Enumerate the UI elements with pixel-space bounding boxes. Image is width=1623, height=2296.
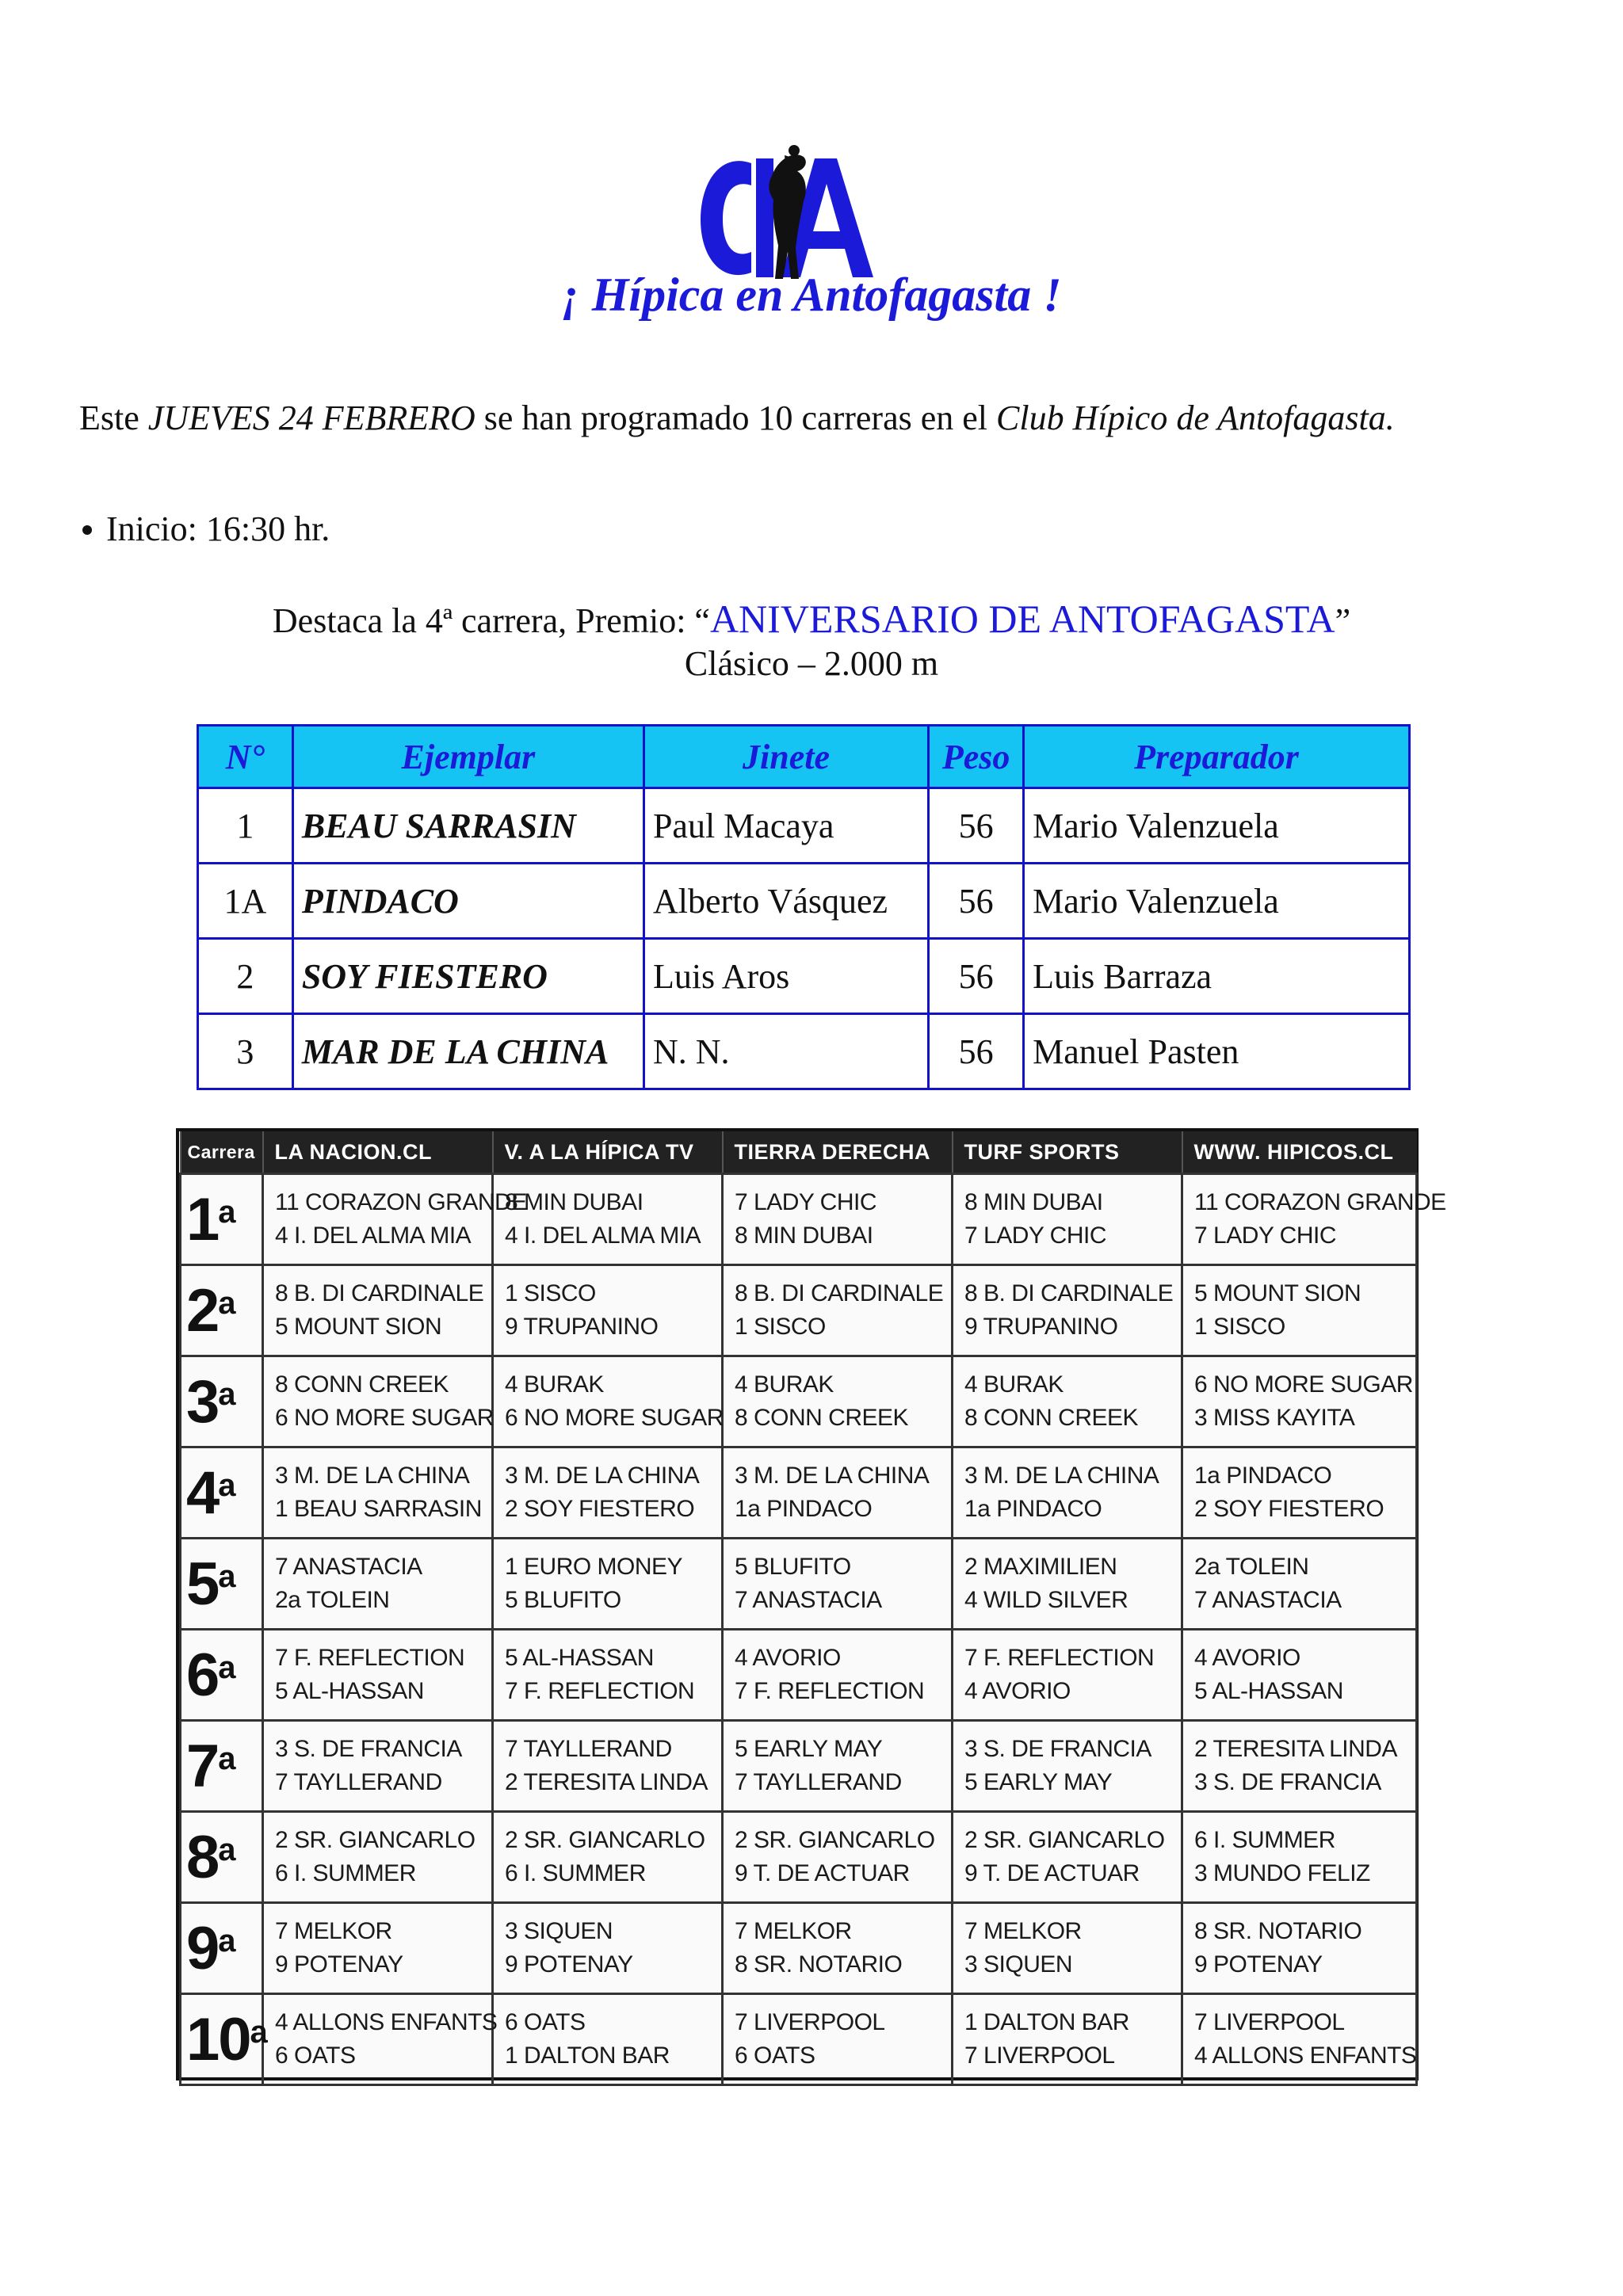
table-row — [198, 864, 1410, 939]
first-pick: 5 EARLY MAY — [735, 1736, 883, 1762]
second-pick: 5 AL-HASSAN — [275, 1678, 424, 1704]
first-pick: 8 MIN DUBAI — [964, 1189, 1103, 1215]
first-pick: 7 LIVERPOOL — [1194, 2009, 1345, 2035]
pick-cell-source-4 — [953, 1630, 1182, 1721]
pick-cell-source-3 — [723, 1447, 953, 1539]
second-pick: 5 BLUFITO — [505, 1587, 621, 1613]
second-pick: 3 MISS KAYITA — [1194, 1405, 1355, 1431]
header-num: N° — [198, 726, 293, 788]
pick-cell-source-4 — [953, 1356, 1182, 1447]
second-pick: 5 AL-HASSAN — [1194, 1678, 1343, 1704]
header-jockey: Jinete — [643, 726, 928, 788]
second-pick: 1 BEAU SARRASIN — [275, 1496, 482, 1522]
first-pick: 6 NO MORE SUGAR — [1194, 1371, 1413, 1398]
pick-cell-source-5 — [1182, 1903, 1417, 1994]
race-number-ordinal: a — [218, 1376, 235, 1412]
first-pick: 3 M. DE LA CHINA — [964, 1463, 1159, 1489]
race-number-ordinal: a — [218, 1467, 235, 1503]
cell-horse: MAR DE LA CHINA — [292, 1014, 643, 1089]
second-pick: 7 TAYLLERAND — [275, 1769, 442, 1795]
second-pick: 7 F. REFLECTION — [735, 1678, 925, 1704]
pick-cell-source-1 — [263, 1903, 493, 1994]
cell-horse: BEAU SARRASIN — [292, 788, 643, 864]
race-number-ordinal: a — [250, 2014, 266, 2050]
second-pick: 4 AVORIO — [964, 1678, 1071, 1704]
feature-clasico: Clásico – 2.000 m — [684, 644, 939, 683]
race-number — [181, 1265, 263, 1356]
pick-cell-source-5 — [1182, 1994, 1417, 2085]
pick-cell-source-5 — [1182, 1447, 1417, 1539]
table-row — [181, 1812, 1417, 1903]
race-number — [181, 1812, 263, 1903]
pick-cell-source-3 — [723, 1174, 953, 1265]
race-number-value: 1 — [186, 1185, 219, 1253]
pick-cell-source-3 — [723, 1903, 953, 1994]
cell-jockey: Paul Macaya — [643, 788, 928, 864]
table-row — [198, 788, 1410, 864]
pick-cell-source-1 — [263, 1265, 493, 1356]
pick-cell-source-1 — [263, 1994, 498, 2085]
first-pick: 3 M. DE LA CHINA — [505, 1463, 700, 1489]
predictions-grid — [176, 1128, 1446, 2081]
first-pick: 8 SR. NOTARIO — [1194, 1918, 1362, 1944]
pick-cell-source-2 — [493, 1630, 723, 1721]
second-pick: 6 I. SUMMER — [505, 1860, 646, 1886]
pick-cell-source-4 — [953, 1539, 1182, 1630]
race-number — [181, 1903, 263, 1994]
first-pick: 1 EURO MONEY — [505, 1554, 683, 1580]
race-number — [181, 1994, 266, 2085]
first-pick: 7 LIVERPOOL — [735, 2009, 885, 2035]
first-pick: 7 ANASTACIA — [275, 1554, 422, 1580]
first-pick: 8 CONN CREEK — [275, 1371, 449, 1398]
second-pick: 9 POTENAY — [1194, 1951, 1323, 1978]
pick-cell-source-3 — [723, 1265, 953, 1356]
pick-cell-source-5 — [1182, 1356, 1417, 1447]
table-row — [181, 1356, 1417, 1447]
table-row — [181, 1994, 1417, 2085]
second-pick: 9 T. DE ACTUAR — [735, 1860, 910, 1886]
first-pick: 7 TAYLLERAND — [505, 1736, 672, 1762]
second-pick: 8 CONN CREEK — [964, 1405, 1139, 1431]
second-pick: 9 POTENAY — [505, 1951, 633, 1978]
pick-cell-source-1 — [263, 1721, 493, 1812]
race-number — [181, 1356, 263, 1447]
table-row — [181, 1265, 1417, 1356]
second-pick: 7 ANASTACIA — [1194, 1587, 1342, 1613]
second-pick: 2 SOY FIESTERO — [505, 1496, 695, 1522]
second-pick: 8 CONN CREEK — [735, 1405, 909, 1431]
pick-cell-source-4 — [953, 1447, 1182, 1539]
header-source-3: TIERRA DERECHA — [723, 1131, 953, 1174]
race-number-value: 7 — [186, 1732, 219, 1800]
first-pick: 3 M. DE LA CHINA — [275, 1463, 470, 1489]
header-source-5: WWW. HIPICOS.CL — [1182, 1131, 1417, 1174]
pick-cell-source-4 — [953, 1174, 1182, 1265]
featured-table-header — [198, 726, 1410, 788]
first-pick: 7 LADY CHIC — [735, 1189, 877, 1215]
race-number-value: 10 — [186, 2005, 250, 2073]
second-pick: 7 LIVERPOOL — [964, 2042, 1115, 2069]
second-pick: 3 SIQUEN — [964, 1951, 1073, 1978]
pick-cell-source-2 — [493, 1903, 723, 1994]
cell-num: 3 — [198, 1014, 293, 1089]
second-pick: 9 TRUPANINO — [964, 1314, 1118, 1340]
first-pick: 8 MIN DUBAI — [505, 1189, 643, 1215]
second-pick: 9 T. DE ACTUAR — [964, 1860, 1140, 1886]
pick-cell-source-3 — [723, 1356, 953, 1447]
pick-cell-source-5 — [1182, 1721, 1417, 1812]
second-pick: 7 ANASTACIA — [735, 1587, 882, 1613]
second-pick: 4 ALLONS ENFANTS — [1194, 2042, 1417, 2069]
first-pick: 2 SR. GIANCARLO — [275, 1827, 475, 1853]
first-pick: 2 SR. GIANCARLO — [964, 1827, 1165, 1853]
first-pick: 6 OATS — [505, 2009, 586, 2035]
pick-cell-source-3 — [723, 1812, 953, 1903]
pick-cell-source-4 — [953, 1812, 1182, 1903]
race-number-value: 4 — [186, 1459, 219, 1527]
cell-num: 1 — [198, 788, 293, 864]
pick-cell-source-2 — [493, 1539, 723, 1630]
second-pick: 9 POTENAY — [275, 1951, 403, 1978]
second-pick: 7 LADY CHIC — [1194, 1222, 1337, 1249]
first-pick: 3 M. DE LA CHINA — [735, 1463, 930, 1489]
intro-paragraph — [79, 398, 1395, 438]
race-number — [181, 1539, 263, 1630]
second-pick: 4 I. DEL ALMA MIA — [275, 1222, 472, 1249]
first-pick: 4 ALLONS ENFANTS — [275, 2009, 498, 2035]
race-number-ordinal: a — [218, 1558, 235, 1594]
first-pick: 7 MELKOR — [735, 1918, 852, 1944]
race-number-ordinal: a — [218, 1194, 235, 1230]
first-pick: 3 S. DE FRANCIA — [964, 1736, 1151, 1762]
table-row — [181, 1447, 1417, 1539]
cell-trainer: Mario Valenzuela — [1024, 788, 1410, 864]
bullet-icon — [82, 525, 92, 535]
intro-prefix: Este — [79, 399, 148, 437]
second-pick: 2a TOLEIN — [275, 1587, 390, 1613]
second-pick: 1 DALTON BAR — [505, 2042, 670, 2069]
second-pick: 3 MUNDO FELIZ — [1194, 1860, 1370, 1886]
pick-cell-source-4 — [953, 1721, 1182, 1812]
race-number-ordinal: a — [218, 1741, 235, 1776]
race-number-ordinal: a — [218, 1650, 235, 1685]
header-trainer: Preparador — [1024, 726, 1410, 788]
first-pick: 8 B. DI CARDINALE — [964, 1280, 1174, 1306]
header-horse: Ejemplar — [292, 726, 643, 788]
second-pick: 5 MOUNT SION — [275, 1314, 442, 1340]
second-pick: 4 WILD SILVER — [964, 1587, 1128, 1613]
pick-cell-source-2 — [493, 1447, 723, 1539]
pick-cell-source-2 — [493, 1994, 723, 2085]
race-number-value: 9 — [186, 1914, 219, 1982]
cell-horse: PINDACO — [292, 864, 643, 939]
pick-cell-source-3 — [723, 1539, 953, 1630]
race-number-ordinal: a — [218, 1832, 235, 1867]
pick-cell-source-4 — [953, 1265, 1182, 1356]
first-pick: 2 TERESITA LINDA — [1194, 1736, 1397, 1762]
pick-cell-source-2 — [493, 1174, 723, 1265]
cell-horse: SOY FIESTERO — [292, 939, 643, 1014]
first-pick: 3 SIQUEN — [505, 1918, 613, 1944]
second-pick: 8 MIN DUBAI — [735, 1222, 873, 1249]
first-pick: 4 AVORIO — [1194, 1645, 1300, 1671]
pick-cell-source-5 — [1182, 1174, 1446, 1265]
header-race: Carrera — [181, 1131, 263, 1174]
first-pick: 11 CORAZON GRANDE — [1194, 1189, 1446, 1215]
second-pick: 4 I. DEL ALMA MIA — [505, 1222, 701, 1249]
pick-cell-source-3 — [723, 1630, 953, 1721]
pick-cell-source-1 — [263, 1356, 493, 1447]
table-row — [181, 1174, 1417, 1265]
header-source-2: V. A LA HÍPICA TV — [493, 1131, 723, 1174]
second-pick: 7 F. REFLECTION — [505, 1678, 695, 1704]
second-pick: 6 OATS — [735, 2042, 815, 2069]
cell-trainer: Manuel Pasten — [1024, 1014, 1410, 1089]
first-pick: 1 DALTON BAR — [964, 2009, 1129, 2035]
feature-suffix: ” — [1335, 601, 1351, 640]
first-pick: 5 BLUFITO — [735, 1554, 851, 1580]
second-pick: 6 OATS — [275, 2042, 356, 2069]
first-pick: 8 B. DI CARDINALE — [735, 1280, 944, 1306]
header-weight: Peso — [929, 726, 1024, 788]
pick-cell-source-5 — [1182, 1630, 1417, 1721]
race-number-value: 2 — [186, 1276, 219, 1344]
cell-trainer: Mario Valenzuela — [1024, 864, 1410, 939]
header-source-4: TURF SPORTS — [953, 1131, 1182, 1174]
page-headline: ¡ Hípica en Antofagasta ! — [561, 269, 1062, 321]
pick-cell-source-1 — [263, 1630, 493, 1721]
second-pick: 1 SISCO — [1194, 1314, 1285, 1340]
cell-jockey: Alberto Vásquez — [643, 864, 928, 939]
first-pick: 7 MELKOR — [964, 1918, 1082, 1944]
pick-cell-source-1 — [263, 1447, 493, 1539]
cell-jockey: N. N. — [643, 1014, 928, 1089]
race-number — [181, 1721, 263, 1812]
first-pick: 2a TOLEIN — [1194, 1554, 1309, 1580]
pick-cell-source-5 — [1182, 1539, 1417, 1630]
first-pick: 6 I. SUMMER — [1194, 1827, 1335, 1853]
second-pick: 2 TERESITA LINDA — [505, 1769, 708, 1795]
pick-cell-source-1 — [263, 1539, 493, 1630]
pick-cell-source-2 — [493, 1721, 723, 1812]
predictions-body — [181, 1174, 1446, 2085]
logo-letter-c — [701, 161, 751, 275]
feature-prefix: Destaca la 4ª carrera, Premio: “ — [272, 601, 710, 640]
second-pick: 3 S. DE FRANCIA — [1194, 1769, 1381, 1795]
first-pick: 1 SISCO — [505, 1280, 596, 1306]
table-row — [181, 1630, 1417, 1721]
start-time-bullet — [79, 509, 330, 549]
pick-cell-source-1 — [263, 1812, 493, 1903]
pick-cell-source-2 — [493, 1812, 723, 1903]
featured-race-table — [197, 724, 1411, 1090]
table-row — [181, 1539, 1417, 1630]
race-number-value: 3 — [186, 1367, 219, 1436]
cell-trainer: Luis Barraza — [1024, 939, 1410, 1014]
feature-premio: ANIVERSARIO DE ANTOFAGASTA — [709, 597, 1335, 641]
pick-cell-source-5 — [1182, 1812, 1417, 1903]
predictions-header — [181, 1131, 1417, 1174]
second-pick: 6 I. SUMMER — [275, 1860, 416, 1886]
first-pick: 11 CORAZON GRANDE — [275, 1189, 527, 1215]
second-pick: 2 SOY FIESTERO — [1194, 1496, 1384, 1522]
pick-cell-source-4 — [953, 1994, 1182, 2085]
first-pick: 4 BURAK — [505, 1371, 604, 1398]
second-pick: 7 TAYLLERAND — [735, 1769, 902, 1795]
race-number-value: 5 — [186, 1550, 219, 1618]
second-pick: 1 SISCO — [735, 1314, 826, 1340]
race-number — [181, 1174, 263, 1265]
race-number-value: 6 — [186, 1641, 219, 1709]
cell-weight: 56 — [929, 1014, 1024, 1089]
race-number — [181, 1630, 263, 1721]
table-row — [181, 1721, 1417, 1812]
cell-weight: 56 — [929, 788, 1024, 864]
predictions-table — [179, 1131, 1446, 2086]
first-pick: 5 AL-HASSAN — [505, 1645, 654, 1671]
intro-club: Club Hípico de Antofagasta. — [996, 399, 1395, 437]
race-number — [181, 1447, 263, 1539]
table-row — [198, 1014, 1410, 1089]
first-pick: 7 MELKOR — [275, 1918, 392, 1944]
first-pick: 7 F. REFLECTION — [964, 1645, 1155, 1671]
pick-cell-source-3 — [723, 1994, 953, 2085]
cell-weight: 56 — [929, 864, 1024, 939]
second-pick: 7 LADY CHIC — [964, 1222, 1107, 1249]
second-pick: 5 EARLY MAY — [964, 1769, 1113, 1795]
first-pick: 3 S. DE FRANCIA — [275, 1736, 462, 1762]
cell-num: 1A — [198, 864, 293, 939]
cell-weight: 56 — [929, 939, 1024, 1014]
intro-middle: se han programado 10 carreras en el — [475, 399, 996, 437]
pick-cell-source-3 — [723, 1721, 953, 1812]
pick-cell-source-4 — [953, 1903, 1182, 1994]
feature-race-line — [0, 596, 1623, 642]
second-pick: 9 TRUPANINO — [505, 1314, 659, 1340]
header-source-1: LA NACION.CL — [263, 1131, 493, 1174]
pick-cell-source-2 — [493, 1265, 723, 1356]
first-pick: 2 SR. GIANCARLO — [735, 1827, 935, 1853]
intro-date: JUEVES 24 FEBRERO — [147, 399, 475, 437]
first-pick: 7 F. REFLECTION — [275, 1645, 465, 1671]
first-pick: 4 BURAK — [964, 1371, 1064, 1398]
first-pick: 1a PINDACO — [1194, 1463, 1332, 1489]
second-pick: 1a PINDACO — [964, 1496, 1102, 1522]
first-pick: 2 MAXIMILIEN — [964, 1554, 1117, 1580]
pick-cell-source-2 — [493, 1356, 723, 1447]
second-pick: 1a PINDACO — [735, 1496, 873, 1522]
first-pick: 4 AVORIO — [735, 1645, 841, 1671]
cell-num: 2 — [198, 939, 293, 1014]
second-pick: 6 NO MORE SUGAR — [505, 1405, 724, 1431]
table-row — [181, 1903, 1417, 1994]
start-time: Inicio: 16:30 hr. — [106, 509, 330, 548]
cell-jockey: Luis Aros — [643, 939, 928, 1014]
second-pick: 8 SR. NOTARIO — [735, 1951, 903, 1978]
first-pick: 5 MOUNT SION — [1194, 1280, 1361, 1306]
pick-cell-source-1 — [263, 1174, 527, 1265]
race-number-ordinal: a — [218, 1285, 235, 1321]
first-pick: 4 BURAK — [735, 1371, 834, 1398]
club-logo — [696, 144, 878, 287]
race-number-ordinal: a — [218, 1923, 235, 1958]
pick-cell-source-5 — [1182, 1265, 1417, 1356]
table-row — [198, 939, 1410, 1014]
logo-letter-h — [756, 158, 773, 277]
race-number-value: 8 — [186, 1823, 219, 1891]
first-pick: 2 SR. GIANCARLO — [505, 1827, 705, 1853]
first-pick: 8 B. DI CARDINALE — [275, 1280, 484, 1306]
second-pick: 6 NO MORE SUGAR — [275, 1405, 494, 1431]
